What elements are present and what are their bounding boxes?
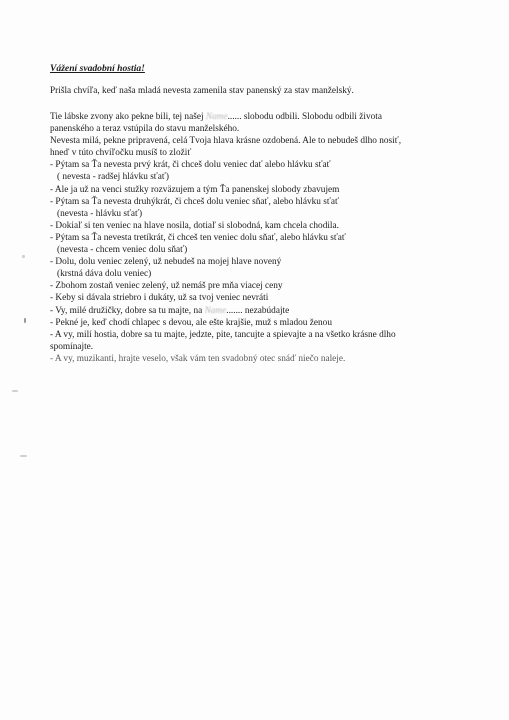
text-line: ( nevesta - radšej hlávku sťať) xyxy=(57,172,169,183)
text-fragment: ....... nezabúdajte xyxy=(226,305,290,316)
bride-name: Name xyxy=(205,112,228,122)
intro-paragraph: Prišla chvíľa, keď naša mladá nevesta zamenila stav panenský za stav manželský. xyxy=(50,86,354,96)
document-body xyxy=(50,111,470,365)
text-line: - Pýtam sa Ťa nevesta tretíkrát, či chceš ten veniec dolu sňať, alebo hlávku sťať xyxy=(50,232,346,243)
bride-name: Name xyxy=(204,305,227,316)
scan-mark xyxy=(22,255,25,258)
text-line: Nevesta milá, pekne pripravená, celá Tvoja hlava krásne ozdobená. Ale to nebudeš dlho nosiť, xyxy=(50,136,402,147)
scan-mark xyxy=(24,318,26,323)
text-line: - A vy, milí hostia, dobre sa tu majte, jedzte, pite, tancujte a spievajte a na všetko krásne dlho xyxy=(50,329,396,340)
text-line: - Pýtam sa Ťa nevesta prvý krát, či chceš dolu veniec dať alebo hlávku sťať xyxy=(50,160,331,171)
text-line: - A vy, muzikanti, hrajte veselo, však vám ten svadobný otec snáď niečo naleje. xyxy=(50,353,346,364)
text-fragment: - Vy, milé družičky, dobre sa tu majte, na xyxy=(50,305,205,316)
text-line: - Pekné je, keď chodí chlapec s devou, ale ešte krajšie, muž s mladou ženou xyxy=(50,317,332,328)
text-line: (nevesta - chcem veniec dolu sňať) xyxy=(57,245,188,256)
scan-mark xyxy=(20,455,27,457)
text-line: (nevesta - hlávku sťať) xyxy=(57,208,143,219)
text-line: - Zbohom zostaň veniec zelený, už nemáš pre mňa viacej ceny xyxy=(50,281,283,292)
text-line: - Pýtam sa Ťa nevesta druhýkrát, či chceš dolu veniec sňať, alebo hlávku sťať xyxy=(50,196,339,207)
text-line: spomínajte. xyxy=(50,341,94,352)
text-fragment: ...... slobodu odbili. Slobodu odbili života xyxy=(227,112,383,122)
text-line: (krstná dáva dolu veniec) xyxy=(57,269,152,280)
scan-mark xyxy=(12,390,18,392)
text-line xyxy=(50,111,470,123)
text-line: hneď v túto chvíľočku musíš to zložiť xyxy=(50,148,192,159)
text-fragment: Tie lábske zvony ako pekne bili, tej našej xyxy=(50,112,206,122)
text-line: - Keby si dávala striebro i dukáty, už sa tvoj veniec nevráti xyxy=(50,293,269,304)
text-line xyxy=(50,305,470,317)
text-line: - Dolu, dolu veniec zelený, už nebudeš na mojej hlave novený xyxy=(50,257,282,268)
document-title: Vážení svadobní hostia! xyxy=(50,63,145,74)
text-line: panenského a teraz vstúpila do stavu manželského. xyxy=(50,124,240,135)
text-line: - Ale ja už na venci stužky rozväzujem a tým Ťa panenskej slobody zbavujem xyxy=(50,184,340,195)
text-line: - Dokiaľ si ten veniec na hlave nosila, dotiaľ si slobodná, kam chcela chodila. xyxy=(50,220,339,231)
